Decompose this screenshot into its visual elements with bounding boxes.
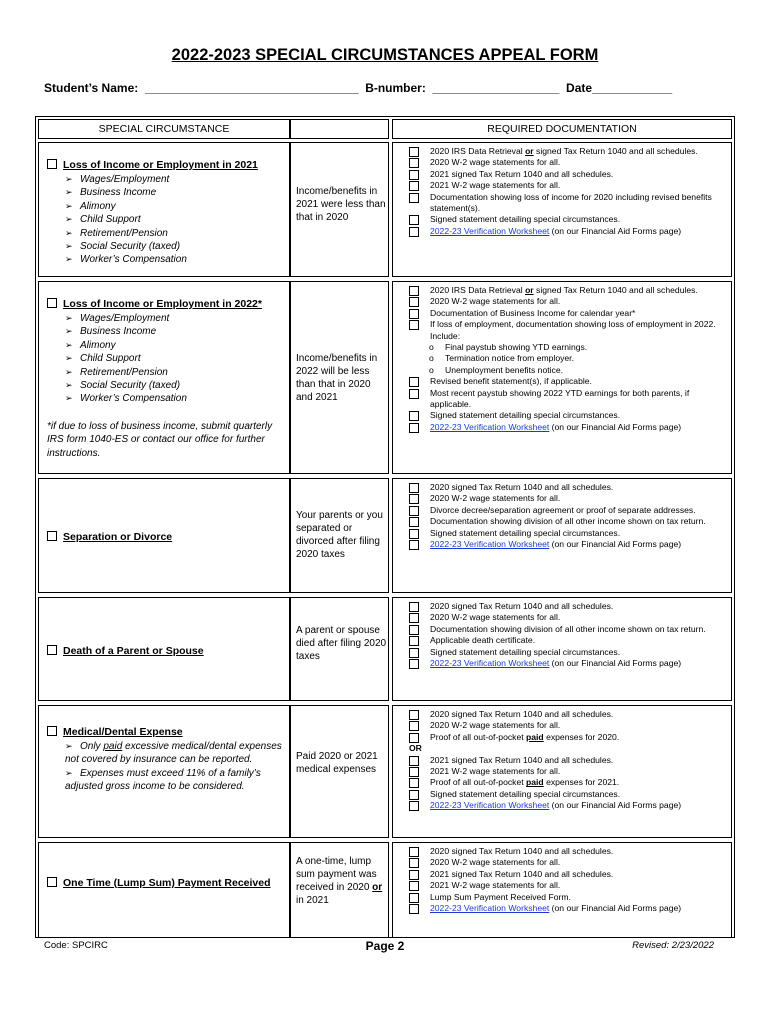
doc-checkbox[interactable] — [409, 506, 419, 516]
verification-worksheet-link[interactable]: 2022-23 Verification Worksheet — [430, 658, 550, 669]
doc-subitem-text: Termination notice from employer. — [445, 353, 574, 364]
doc-text-post: signed Tax Return 1040 and all schedules. — [533, 285, 698, 295]
bullet-item: ➢ Business Income — [65, 325, 285, 338]
doc-item — [405, 528, 731, 539]
doc-checkbox[interactable] — [409, 215, 419, 225]
verification-worksheet-link[interactable]: 2022-23 Verification Worksheet — [430, 421, 550, 432]
documentation-cell — [392, 281, 732, 474]
doc-checkbox[interactable] — [409, 778, 419, 788]
doc-checkbox[interactable] — [409, 847, 419, 857]
doc-item — [405, 296, 731, 307]
reason-cell — [290, 281, 389, 474]
doc-item — [405, 226, 731, 237]
doc-text-emphasis: paid — [526, 777, 544, 788]
circumstance-checkbox[interactable] — [47, 877, 57, 887]
doc-text-pre: Proof of all out-of-pocket — [430, 777, 527, 788]
reason-text-pre: A one-time, lump sum payment was received in 2020 — [296, 856, 377, 893]
circumstance-title: Loss of Income or Employment in 2022* — [63, 298, 262, 310]
doc-subitem — [405, 342, 731, 353]
doc-checkbox[interactable] — [409, 411, 419, 421]
doc-text-post: (on our Financial Aid Forms page) — [549, 658, 682, 669]
doc-item — [405, 880, 731, 891]
reason-text-emphasis: or — [372, 882, 383, 893]
bullet-text-post: excessive medical/dental expenses not covered by insurance can be reported. — [65, 741, 282, 766]
footer-page-number: Page 2 — [365, 939, 405, 953]
doc-checkbox[interactable] — [409, 193, 419, 203]
circumstance-checkbox[interactable] — [47, 298, 57, 308]
doc-subitem-text: Unemployment benefits notice. — [445, 364, 563, 375]
doc-item — [405, 146, 731, 157]
doc-text-emphasis: or — [525, 146, 534, 156]
bullet-item: ➢ Child Support — [65, 213, 285, 226]
doc-checkbox[interactable] — [409, 529, 419, 539]
doc-item — [405, 493, 731, 504]
doc-item — [405, 157, 731, 168]
doc-text-post: (on our Financial Aid Forms page) — [549, 421, 682, 432]
doc-item — [405, 422, 731, 433]
bullet-item: ➢ Social Security (taxed) — [65, 240, 285, 253]
student-name-label: Student’s Name: — [44, 81, 139, 95]
doc-checkbox[interactable] — [409, 881, 419, 891]
circumstance-title: Death of a Parent or Spouse — [63, 645, 204, 657]
doc-text: 2020 W-2 wage statements for all. — [430, 157, 561, 168]
doc-item — [405, 601, 731, 612]
doc-checkbox[interactable] — [409, 517, 419, 527]
doc-checkbox[interactable] — [409, 423, 419, 433]
doc-text-post: expenses for 2020. — [543, 731, 620, 742]
doc-checkbox[interactable] — [409, 181, 419, 191]
doc-text: Signed statement detailing special circumstances. — [430, 527, 621, 538]
doc-item — [405, 388, 731, 411]
doc-checkbox[interactable] — [409, 904, 419, 914]
circumstance-cell — [38, 142, 290, 277]
doc-item — [405, 612, 731, 623]
doc-checkbox[interactable] — [409, 540, 419, 550]
bnumber-field[interactable]: ___________________ — [432, 81, 560, 95]
doc-text-post: signed Tax Return 1040 and all schedules. — [533, 146, 698, 156]
doc-text: 2020 signed Tax Return 1040 and all schedules. — [430, 709, 614, 719]
circumstance-checkbox[interactable] — [47, 726, 57, 736]
doc-checkbox[interactable] — [409, 870, 419, 880]
circumstance-heading — [47, 726, 285, 739]
doc-checkbox[interactable] — [409, 309, 419, 319]
doc-text: Documentation showing loss of income for 2020 including revised benefits statement(s). — [430, 191, 712, 214]
reason-text — [296, 855, 388, 907]
doc-text: Signed statement detailing special circumstances. — [430, 214, 621, 225]
circumstance-title: Separation or Divorce — [63, 531, 173, 543]
doc-checkbox[interactable] — [409, 659, 419, 669]
doc-text: 2021 signed Tax Return 1040 and all schedules. — [430, 868, 614, 879]
doc-checkbox[interactable] — [409, 790, 419, 800]
doc-text: 2020 signed Tax Return 1040 and all schedules. — [430, 846, 614, 856]
bullet-item: ➢ Child Support — [65, 352, 285, 365]
reason-cell — [290, 142, 389, 277]
doc-checkbox[interactable] — [409, 893, 419, 903]
doc-item — [405, 777, 731, 788]
bullet-text-post: Expenses must exceed 11% of a family’s adjusted gross income to be considered. — [65, 767, 261, 793]
doc-text: Lump Sum Payment Received Form. — [430, 891, 571, 902]
doc-checkbox[interactable] — [409, 613, 419, 623]
doc-text: Signed statement detailing special circumstances. — [430, 788, 621, 799]
documentation-cell — [392, 597, 732, 701]
doc-item — [405, 658, 731, 669]
doc-text-post: (on our Financial Aid Forms page) — [549, 539, 682, 550]
circumstance-bullets — [47, 312, 285, 406]
doc-text: 2020 signed Tax Return 1040 and all schedules. — [430, 482, 614, 492]
doc-text-pre: 2020 IRS Data Retrieval — [430, 285, 526, 295]
doc-checkbox[interactable] — [409, 801, 419, 811]
doc-text: 2020 W-2 wage statements for all. — [430, 720, 561, 731]
header-special-circumstance: SPECIAL CIRCUMSTANCE — [38, 119, 290, 139]
doc-text-post: (on our Financial Aid Forms page) — [549, 225, 682, 236]
doc-text: 2020 W-2 wage statements for all. — [430, 612, 561, 623]
doc-text: 2020 W-2 wage statements for all. — [430, 493, 561, 504]
doc-checkbox[interactable] — [409, 286, 419, 296]
doc-checkbox[interactable] — [409, 389, 419, 399]
doc-text: 2021 signed Tax Return 1040 and all schedules. — [430, 754, 614, 765]
doc-text: 2021 W-2 wage statements for all. — [430, 880, 561, 891]
bullet-text-emphasis: paid — [103, 741, 123, 752]
bullet-text-pre: Only — [80, 741, 104, 752]
doc-text: Documentation of Business Income for calendar year* — [430, 307, 636, 318]
doc-checkbox[interactable] — [409, 494, 419, 504]
circumstance-bullets — [47, 173, 285, 267]
doc-checkbox[interactable] — [409, 377, 419, 387]
doc-item — [405, 505, 731, 516]
bullet-item: ➢ Wages/Employment — [65, 312, 285, 325]
reason-cell — [290, 842, 389, 938]
doc-checkbox[interactable] — [409, 170, 419, 180]
circumstance-checkbox[interactable] — [47, 159, 57, 169]
student-name-field[interactable]: ________________________________ — [144, 81, 359, 95]
reason-cell — [290, 597, 389, 701]
doc-text: 2021 W-2 wage statements for all. — [430, 180, 561, 191]
doc-item — [405, 766, 731, 777]
doc-item — [405, 892, 731, 903]
bullet-item: ➢ Business Income — [65, 186, 285, 199]
circumstance-bullets — [47, 740, 285, 794]
reason-cell — [290, 478, 389, 593]
doc-text: If loss of employment, documentation showing loss of employment in 2022. Include: — [430, 319, 716, 341]
student-info-line — [44, 81, 734, 95]
reason-text: Paid 2020 or 2021 medical expenses — [296, 751, 378, 775]
verification-worksheet-link[interactable]: 2022-23 Verification Worksheet — [430, 225, 550, 236]
circumstance-cell — [38, 705, 290, 838]
circumstance-checkbox[interactable] — [47, 645, 57, 655]
doc-item — [405, 410, 731, 421]
doc-text-emphasis: or — [525, 285, 534, 295]
doc-text: Applicable death certificate. — [430, 635, 536, 646]
doc-item — [405, 720, 731, 731]
doc-text: 2020 W-2 wage statements for all. — [430, 857, 561, 868]
doc-text: 2020 W-2 wage statements for all. — [430, 296, 561, 307]
doc-text-emphasis: paid — [526, 731, 544, 742]
documentation-cell — [392, 705, 732, 838]
bullet-item: ➢ Retirement/Pension — [65, 227, 285, 240]
reason-text: A parent or spouse died after filing 2020 taxes — [296, 625, 387, 662]
doc-checkbox[interactable] — [409, 858, 419, 868]
circumstance-cell — [38, 281, 290, 474]
doc-checkbox[interactable] — [409, 648, 419, 658]
bullet-item: ➢ Worker’s Compensation — [65, 253, 285, 266]
doc-text-post: (on our Financial Aid Forms page) — [549, 903, 682, 914]
doc-text: 2021 signed Tax Return 1040 and all schedules. — [430, 168, 614, 179]
doc-item — [405, 308, 731, 319]
doc-item — [405, 709, 731, 720]
verification-worksheet-link[interactable]: 2022-23 Verification Worksheet — [430, 903, 550, 914]
doc-item — [405, 635, 731, 646]
doc-text: 2021 W-2 wage statements for all. — [430, 766, 561, 777]
doc-subitem — [405, 353, 731, 364]
doc-checkbox[interactable] — [409, 147, 419, 157]
verification-worksheet-link[interactable]: 2022-23 Verification Worksheet — [430, 539, 550, 550]
circumstance-title: Loss of Income or Employment in 2021 — [63, 159, 258, 171]
documentation-cell — [392, 842, 732, 938]
doc-checkbox[interactable] — [409, 227, 419, 237]
circumstance-heading — [47, 159, 285, 172]
reason-text: Income/benefits in 2021 were less than that in 2020 — [296, 186, 386, 223]
doc-checkbox[interactable] — [409, 297, 419, 307]
doc-text-post: expenses for 2021. — [543, 777, 620, 788]
footer-code: Code: SPCIRC — [44, 940, 108, 951]
doc-item — [405, 482, 731, 493]
doc-checkbox[interactable] — [409, 710, 419, 720]
doc-text: Documentation showing division of all other income shown on tax return. — [430, 516, 706, 527]
circumstance-heading — [47, 531, 285, 544]
doc-item — [405, 800, 731, 811]
doc-text: Most recent paystub showing 2022 YTD earnings for both parents, if applicable. — [430, 387, 690, 410]
date-field[interactable]: ____________ — [592, 81, 673, 95]
doc-checkbox[interactable] — [409, 483, 419, 493]
doc-subitem-text: Final paystub showing YTD earnings. — [445, 342, 588, 353]
doc-item — [405, 214, 731, 225]
bullet-item: ➢ Wages/Employment — [65, 173, 285, 186]
doc-item — [405, 285, 731, 296]
doc-item — [405, 169, 731, 180]
circumstance-title: One Time (Lump Sum) Payment Received — [63, 877, 271, 889]
doc-checkbox[interactable] — [409, 733, 419, 743]
doc-item — [405, 180, 731, 191]
circumstance-cell — [38, 842, 290, 938]
doc-item — [405, 903, 731, 914]
doc-text-pre: 2020 IRS Data Retrieval — [430, 146, 526, 156]
doc-text: Signed statement detailing special circumstances. — [430, 646, 621, 657]
doc-text: Divorce decree/separation agreement or proof of separate addresses. — [430, 504, 696, 515]
doc-text: Documentation showing division of all other income shown on tax return. — [430, 623, 706, 634]
doc-checkbox[interactable] — [409, 721, 419, 731]
doc-item — [405, 516, 731, 527]
doc-checkbox[interactable] — [409, 158, 419, 168]
doc-item — [405, 192, 731, 215]
header-spacer — [290, 119, 389, 139]
doc-text-post: (on our Financial Aid Forms page) — [549, 800, 682, 811]
doc-text: 2020 signed Tax Return 1040 and all schedules. — [430, 601, 614, 611]
doc-item — [405, 846, 731, 857]
footer-revised-date: Revised: 2/23/2022 — [632, 940, 714, 951]
bullet-item — [65, 740, 285, 767]
doc-checkbox[interactable] — [409, 756, 419, 766]
bullet-item — [65, 767, 285, 794]
circumstance-title: Medical/Dental Expense — [63, 726, 183, 738]
reason-text-post: in 2021 — [296, 895, 329, 906]
bnumber-label: B-number: — [365, 81, 426, 95]
doc-text-pre: Proof of all out-of-pocket — [430, 731, 527, 742]
date-label: Date — [566, 81, 593, 95]
bullet-item: ➢ Retirement/Pension — [65, 366, 285, 379]
doc-checkbox[interactable] — [409, 625, 419, 635]
bullet-item: ➢ Alimony — [65, 200, 285, 213]
reason-text: Your parents or you separated or divorced after filing 2020 taxes — [296, 510, 383, 560]
reason-text: Income/benefits in 2022 will be less than that in 2020 and 2021 — [296, 353, 378, 403]
bullet-item: ➢ Alimony — [65, 339, 285, 352]
circumstance-cell — [38, 478, 290, 593]
reason-cell — [290, 705, 389, 838]
doc-subitem — [405, 365, 731, 376]
doc-item — [405, 647, 731, 658]
doc-checkbox[interactable] — [409, 602, 419, 612]
bullet-item: ➢ Social Security (taxed) — [65, 379, 285, 392]
verification-worksheet-link[interactable]: 2022-23 Verification Worksheet — [430, 800, 550, 811]
doc-item — [405, 789, 731, 800]
doc-text: Revised benefit statement(s), if applicable. — [430, 376, 592, 387]
documentation-cell — [392, 478, 732, 593]
doc-item — [405, 539, 731, 550]
circumstance-heading — [47, 645, 285, 658]
doc-item — [405, 376, 731, 387]
doc-or-separator: OR — [409, 743, 422, 754]
bullet-item: ➢ Worker’s Compensation — [65, 392, 285, 405]
doc-item — [405, 319, 731, 342]
documentation-cell — [392, 142, 732, 277]
doc-item — [405, 755, 731, 766]
doc-item — [405, 857, 731, 868]
circumstance-note: *if due to loss of business income, submit quarterly IRS form 1040-ES or contact our office for further instructions. — [47, 420, 273, 459]
doc-item — [405, 624, 731, 635]
circumstance-checkbox[interactable] — [47, 531, 57, 541]
doc-checkbox[interactable] — [409, 320, 419, 330]
header-required-documentation: REQUIRED DOCUMENTATION — [392, 119, 732, 139]
doc-checkbox[interactable] — [409, 636, 419, 646]
doc-item — [405, 869, 731, 880]
form-title: 2022-2023 SPECIAL CIRCUMSTANCES APPEAL FORM — [171, 46, 599, 64]
doc-text: Signed statement detailing special circumstances. — [430, 410, 621, 421]
circumstance-heading — [47, 877, 285, 890]
circumstance-cell — [38, 597, 290, 701]
doc-item — [405, 732, 731, 743]
circumstance-heading — [47, 298, 285, 311]
doc-checkbox[interactable] — [409, 767, 419, 777]
